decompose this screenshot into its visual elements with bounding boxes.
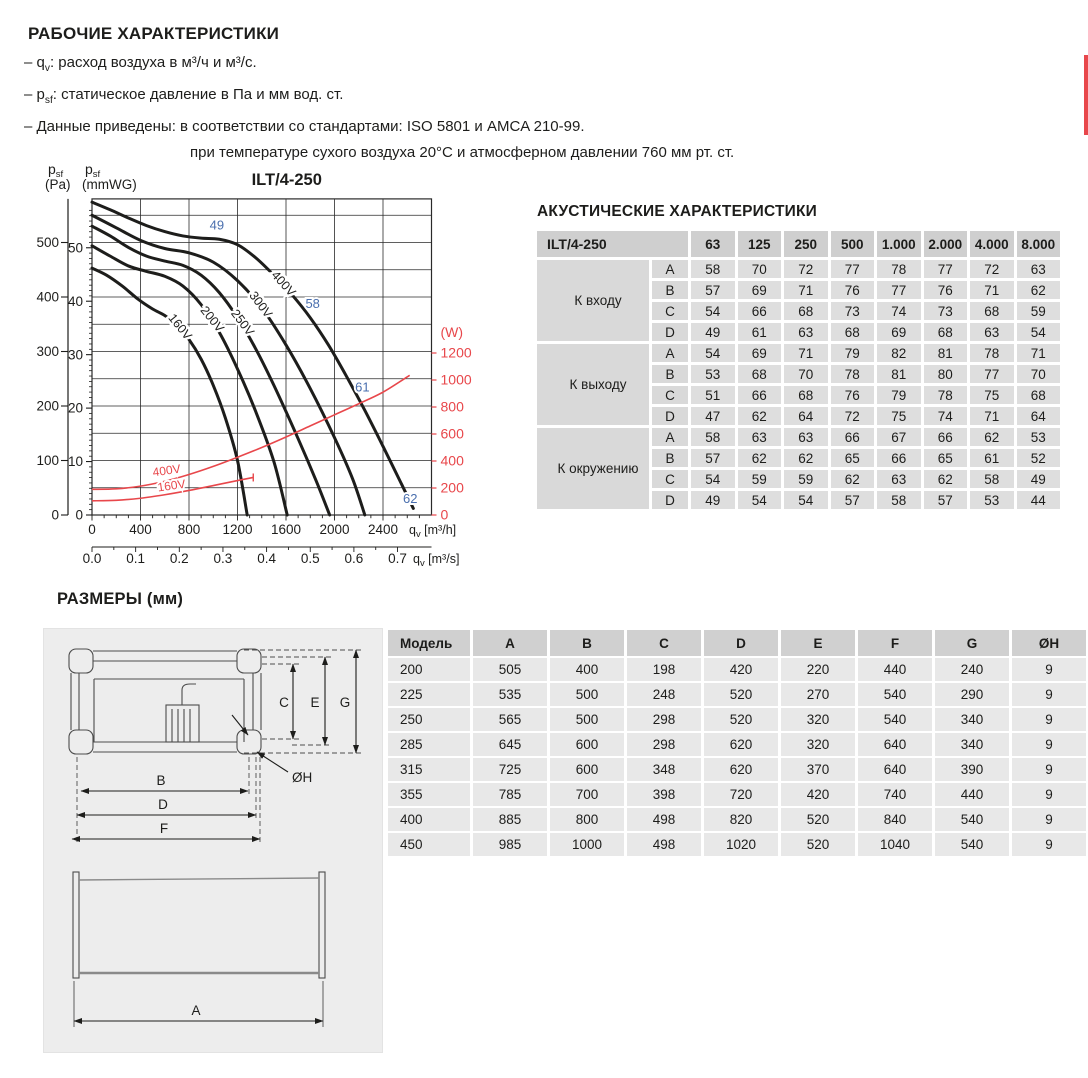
acoustic-row-key: C	[652, 470, 688, 488]
dim-label-c: C	[279, 695, 289, 710]
dims-value: 9	[1012, 683, 1086, 706]
acoustic-freq-header: 63	[691, 231, 735, 257]
acoustic-value: 63	[970, 323, 1014, 341]
acoustic-value: 76	[924, 281, 968, 299]
dims-value: 498	[627, 808, 701, 831]
acoustic-row-key: B	[652, 281, 688, 299]
acoustic-row-key: B	[652, 365, 688, 383]
pa-tick-label: 100	[36, 453, 59, 469]
x2-tick-label: 0.4	[257, 551, 276, 566]
acoustic-value: 68	[738, 365, 782, 383]
dims-value: 640	[858, 733, 932, 756]
acoustic-value: 78	[877, 260, 921, 278]
noise-level-label: 61	[355, 379, 370, 395]
dims-value: 700	[550, 783, 624, 806]
dims-header: ØH	[1012, 630, 1086, 656]
mmwg-tick-label: 20	[67, 400, 83, 416]
dims-value: 520	[704, 708, 778, 731]
edge-marker	[1084, 55, 1088, 135]
dims-value: 198	[627, 658, 701, 681]
acoustic-row-key: D	[652, 407, 688, 425]
dims-value: 540	[935, 808, 1009, 831]
dims-value: 540	[935, 833, 1009, 856]
acoustic-row-key: C	[652, 302, 688, 320]
curve-label: 400V	[268, 268, 299, 300]
dims-value: 520	[704, 683, 778, 706]
pa-tick-label: 300	[36, 344, 59, 360]
acoustic-value: 62	[784, 449, 828, 467]
dims-value: 400	[388, 808, 470, 831]
acoustic-value: 70	[1017, 365, 1061, 383]
acoustic-value: 49	[1017, 470, 1061, 488]
acoustic-value: 79	[877, 386, 921, 404]
dims-value: 390	[935, 758, 1009, 781]
mmwg-axis-unit: (mmWG)	[82, 177, 137, 192]
acoustic-value: 68	[1017, 386, 1061, 404]
acoustic-group-label: К окружению	[537, 428, 649, 509]
dim-label-d: D	[158, 797, 168, 812]
dims-value: 785	[473, 783, 547, 806]
acoustic-value: 79	[831, 344, 875, 362]
acoustic-value: 62	[970, 428, 1014, 446]
mmwg-tick-label: 50	[67, 240, 83, 256]
dims-value: 985	[473, 833, 547, 856]
w-axis-unit: (W)	[440, 324, 464, 340]
acoustic-value: 66	[738, 302, 782, 320]
acoustic-value: 58	[691, 260, 735, 278]
w-tick-label: 1000	[440, 371, 472, 388]
acoustic-value: 64	[1017, 407, 1061, 425]
acoustic-value: 75	[877, 407, 921, 425]
pa-tick-label: 500	[36, 235, 59, 251]
dims-value: 540	[858, 683, 932, 706]
chart-title: ILT/4-250	[251, 171, 322, 189]
dimension-drawings-panel	[43, 628, 383, 1053]
x-tick-label: 0	[88, 522, 96, 537]
curve-label: 200V	[197, 303, 227, 335]
dims-value: 340	[935, 733, 1009, 756]
dims-value: 320	[781, 733, 855, 756]
dims-value: 398	[627, 783, 701, 806]
acoustic-value: 66	[877, 449, 921, 467]
acoustic-value: 70	[784, 365, 828, 383]
dims-value: 285	[388, 733, 470, 756]
dim-label-e: E	[310, 695, 320, 710]
acoustic-value: 68	[831, 323, 875, 341]
acoustic-value: 44	[1017, 491, 1061, 509]
dims-value: 348	[627, 758, 701, 781]
acoustic-value: 73	[831, 302, 875, 320]
dims-header: B	[550, 630, 624, 656]
dims-header: E	[781, 630, 855, 656]
acoustic-value: 49	[691, 323, 735, 341]
acoustic-freq-header: 4.000	[970, 231, 1014, 257]
dims-value: 420	[781, 783, 855, 806]
acoustic-freq-header: 500	[831, 231, 875, 257]
dimensions-title: РАЗМЕРЫ (мм)	[57, 590, 184, 608]
dims-value: 9	[1012, 758, 1086, 781]
acoustic-value: 65	[831, 449, 875, 467]
dims-value: 298	[627, 708, 701, 731]
w-tick-label: 0	[440, 506, 449, 523]
acoustic-value: 57	[924, 491, 968, 509]
dims-value: 498	[627, 833, 701, 856]
dims-value: 520	[781, 833, 855, 856]
acoustic-value: 81	[877, 365, 921, 383]
dims-header: C	[627, 630, 701, 656]
x-tick-label: 2000	[319, 522, 350, 537]
curve-label: 160V	[165, 311, 195, 343]
dims-value: 1000	[550, 833, 624, 856]
acoustic-value: 53	[970, 491, 1014, 509]
pa-tick-label: 200	[36, 398, 59, 414]
dimensions-table	[388, 630, 1086, 856]
acoustic-value: 52	[1017, 449, 1061, 467]
dims-value: 600	[550, 733, 624, 756]
acoustic-value: 72	[831, 407, 875, 425]
acoustic-value: 58	[970, 470, 1014, 488]
acoustic-value: 61	[970, 449, 1014, 467]
dims-value: 520	[781, 808, 855, 831]
acoustic-value: 74	[924, 407, 968, 425]
acoustic-value: 63	[877, 470, 921, 488]
noise-level-label: 49	[209, 217, 225, 233]
corner-block	[69, 730, 93, 754]
acoustic-table	[537, 231, 1060, 509]
dim-label-a: A	[191, 1003, 201, 1018]
acoustic-value: 78	[831, 365, 875, 383]
acoustic-value: 68	[924, 323, 968, 341]
acoustic-value: 51	[691, 386, 735, 404]
dims-value: 248	[627, 683, 701, 706]
acoustic-value: 64	[784, 407, 828, 425]
dims-value: 320	[781, 708, 855, 731]
dims-value: 240	[935, 658, 1009, 681]
acoustic-value: 77	[970, 365, 1014, 383]
acoustic-value: 65	[924, 449, 968, 467]
performance-chart	[30, 158, 500, 583]
dims-value: 200	[388, 658, 470, 681]
dims-value: 440	[935, 783, 1009, 806]
dims-value: 740	[858, 783, 932, 806]
dims-value: 1020	[704, 833, 778, 856]
curve-label: 250V	[228, 306, 257, 339]
acoustic-value: 71	[784, 281, 828, 299]
dims-value: 250	[388, 708, 470, 731]
acoustic-value: 72	[784, 260, 828, 278]
corner-block	[69, 649, 93, 673]
acoustic-value: 59	[1017, 302, 1061, 320]
acoustic-value: 54	[691, 302, 735, 320]
acoustic-value: 62	[924, 470, 968, 488]
corner-block	[237, 730, 261, 754]
acoustic-value: 66	[924, 428, 968, 446]
mmwg-tick-label: 40	[67, 293, 83, 309]
pa-axis-title: $p_{sf}$	[48, 161, 64, 180]
acoustic-freq-header: 8.000	[1017, 231, 1061, 257]
acoustic-value: 71	[1017, 344, 1061, 362]
dims-value: 840	[858, 808, 932, 831]
dims-value: 645	[473, 733, 547, 756]
noise-level-label: 58	[305, 296, 320, 312]
acoustic-value: 53	[1017, 428, 1061, 446]
acoustic-row-key: A	[652, 260, 688, 278]
front-view	[69, 649, 261, 754]
power-curve-label: 160V	[156, 476, 187, 495]
dims-value: 220	[781, 658, 855, 681]
mmwg-tick-label: 10	[67, 454, 83, 470]
acoustic-value: 63	[784, 323, 828, 341]
acoustic-value: 68	[784, 386, 828, 404]
dims-value: 720	[704, 783, 778, 806]
power-curve-label: 400V	[151, 461, 182, 480]
acoustic-value: 66	[831, 428, 875, 446]
dims-header: Модель	[388, 630, 470, 656]
dims-header: D	[704, 630, 778, 656]
acoustic-group-label: К входу	[537, 260, 649, 341]
acoustic-value: 77	[924, 260, 968, 278]
acoustic-value: 72	[970, 260, 1014, 278]
dim-label-b: B	[156, 773, 166, 788]
acoustic-freq-header: 250	[784, 231, 828, 257]
dims-value: 270	[781, 683, 855, 706]
acoustic-value: 69	[738, 281, 782, 299]
acoustic-group-label: К выходу	[537, 344, 649, 425]
x-tick-label: 1200	[222, 522, 253, 537]
acoustic-value: 78	[970, 344, 1014, 362]
acoustic-value: 58	[691, 428, 735, 446]
acoustic-row-key: D	[652, 323, 688, 341]
plot-border	[92, 199, 432, 515]
x-tick-label: 800	[177, 522, 201, 537]
dims-value: 9	[1012, 733, 1086, 756]
acoustic-value: 62	[1017, 281, 1061, 299]
dims-value: 290	[935, 683, 1009, 706]
acoustic-value: 68	[970, 302, 1014, 320]
acoustic-value: 63	[1017, 260, 1061, 278]
acoustic-row-key: A	[652, 344, 688, 362]
acoustic-value: 66	[738, 386, 782, 404]
mmwg-tick-label: 0	[75, 507, 83, 523]
working-notes	[24, 50, 734, 166]
acoustic-value: 70	[738, 260, 782, 278]
x2-axis-unit: $q_v$ [m³/s]	[413, 552, 460, 569]
dims-value: 450	[388, 833, 470, 856]
x2-tick-label: 0.1	[126, 551, 146, 566]
dimension-drawing	[44, 629, 382, 1052]
dims-value: 505	[473, 658, 547, 681]
acoustic-freq-header: 125	[738, 231, 782, 257]
acoustic-row-key: C	[652, 386, 688, 404]
dims-value: 540	[858, 708, 932, 731]
acoustic-row-key: D	[652, 491, 688, 509]
w-tick-label: 800	[440, 398, 464, 415]
dims-value: 620	[704, 758, 778, 781]
w-tick-label: 600	[440, 425, 464, 442]
x2-tick-label: 0.6	[344, 551, 364, 566]
acoustic-value: 68	[784, 302, 828, 320]
x2-tick-label: 0.2	[169, 551, 189, 566]
x-tick-label: 400	[129, 522, 152, 537]
dims-value: 9	[1012, 708, 1086, 731]
acoustic-value: 77	[831, 260, 875, 278]
mmwg-axis-title: $p_{sf}$	[85, 161, 101, 180]
dims-value: 355	[388, 783, 470, 806]
pa-axis-unit: (Pa)	[45, 177, 71, 192]
acoustic-value: 54	[1017, 323, 1061, 341]
acoustic-value: 74	[877, 302, 921, 320]
acoustic-value: 54	[691, 344, 735, 362]
w-tick-label: 200	[440, 479, 464, 496]
dims-value: 620	[704, 733, 778, 756]
acoustic-value: 57	[691, 281, 735, 299]
dims-value: 885	[473, 808, 547, 831]
x-tick-label: 1600	[270, 522, 302, 537]
acoustic-value: 71	[784, 344, 828, 362]
dims-value: 535	[473, 683, 547, 706]
mmwg-tick-label: 30	[67, 347, 83, 363]
w-tick-label: 1200	[440, 344, 472, 361]
note-line: – $q_v$: расход воздуха в м³/ч и м³/с.	[24, 54, 257, 74]
dims-value: 725	[473, 758, 547, 781]
side-view	[73, 872, 325, 1027]
acoustic-row-key: A	[652, 428, 688, 446]
acoustic-title: АКУСТИЧЕСКИЕ ХАРАКТЕРИСТИКИ	[537, 203, 818, 220]
acoustic-value: 54	[738, 491, 782, 509]
x2-tick-label: 0.0	[82, 551, 102, 566]
x2-tick-label: 0.7	[388, 551, 407, 566]
acoustic-row-key: B	[652, 449, 688, 467]
dims-value: 400	[550, 658, 624, 681]
pa-tick-label: 0	[51, 507, 59, 523]
acoustic-value: 71	[970, 281, 1014, 299]
x2-tick-label: 0.3	[213, 551, 233, 566]
dims-value: 1040	[858, 833, 932, 856]
dims-value: 565	[473, 708, 547, 731]
acoustic-value: 73	[924, 302, 968, 320]
dim-label-h: ØH	[292, 770, 313, 785]
acoustic-value: 59	[738, 470, 782, 488]
dims-value: 298	[627, 733, 701, 756]
dims-value: 9	[1012, 658, 1086, 681]
acoustic-value: 49	[691, 491, 735, 509]
x-axis-unit: $q_v$ [m³/h]	[409, 523, 457, 540]
dims-value: 800	[550, 808, 624, 831]
noise-level-label: 62	[403, 491, 418, 507]
dims-value: 370	[781, 758, 855, 781]
pa-tick-label: 400	[36, 289, 59, 305]
dim-label-g: G	[339, 695, 351, 710]
w-tick-label: 400	[440, 452, 464, 469]
acoustic-value: 67	[877, 428, 921, 446]
acoustic-value: 57	[831, 491, 875, 509]
acoustic-value: 77	[877, 281, 921, 299]
acoustic-value: 76	[831, 386, 875, 404]
curve-300V	[92, 215, 365, 515]
working-title: РАБОЧИЕ ХАРАКТЕРИСТИКИ	[28, 24, 280, 43]
dims-value: 500	[550, 708, 624, 731]
acoustic-value: 69	[738, 344, 782, 362]
dims-header: G	[935, 630, 1009, 656]
x2-tick-label: 0.5	[300, 551, 320, 566]
dim-label-f: F	[159, 821, 169, 836]
acoustic-value: 53	[691, 365, 735, 383]
acoustic-value: 47	[691, 407, 735, 425]
curve-label: 300V	[246, 288, 276, 321]
dims-value: 225	[388, 683, 470, 706]
note-line: – $p_{sf}$: статическое давление в Па и мм вод. ст.	[24, 86, 344, 106]
motor	[166, 684, 199, 742]
dimension-arrows	[72, 650, 356, 839]
acoustic-freq-header: 2.000	[924, 231, 968, 257]
acoustic-value: 54	[784, 491, 828, 509]
dims-value: 500	[550, 683, 624, 706]
dims-value: 9	[1012, 833, 1086, 856]
acoustic-value: 71	[970, 407, 1014, 425]
acoustic-freq-header: 1.000	[877, 231, 921, 257]
acoustic-value: 63	[784, 428, 828, 446]
acoustic-value: 82	[877, 344, 921, 362]
acoustic-value: 54	[691, 470, 735, 488]
dims-value: 9	[1012, 808, 1086, 831]
acoustic-value: 61	[738, 323, 782, 341]
dims-header: A	[473, 630, 547, 656]
dims-value: 440	[858, 658, 932, 681]
acoustic-value: 63	[738, 428, 782, 446]
acoustic-value: 59	[784, 470, 828, 488]
corner-block	[237, 649, 261, 673]
dims-value: 420	[704, 658, 778, 681]
acoustic-value: 57	[691, 449, 735, 467]
note-line: при температуре сухого воздуха 20°C и атмосферном давлении 760 мм рт. ст.	[190, 144, 735, 161]
acoustic-model-header: ILT/4-250	[537, 231, 688, 257]
acoustic-value: 62	[831, 470, 875, 488]
dims-value: 640	[858, 758, 932, 781]
dims-value: 340	[935, 708, 1009, 731]
dims-value: 600	[550, 758, 624, 781]
acoustic-value: 76	[831, 281, 875, 299]
acoustic-value: 58	[877, 491, 921, 509]
acoustic-value: 80	[924, 365, 968, 383]
acoustic-value: 62	[738, 449, 782, 467]
note-line: – Данные приведены: в соответствии со стандартами: ISO 5801 и AMCA 210-99.	[24, 118, 585, 135]
acoustic-value: 81	[924, 344, 968, 362]
acoustic-value: 69	[877, 323, 921, 341]
x-tick-label: 2400	[367, 522, 399, 537]
acoustic-value: 75	[970, 386, 1014, 404]
acoustic-value: 78	[924, 386, 968, 404]
acoustic-value: 62	[738, 407, 782, 425]
dims-value: 9	[1012, 783, 1086, 806]
dims-value: 315	[388, 758, 470, 781]
dims-header: F	[858, 630, 932, 656]
dims-value: 820	[704, 808, 778, 831]
